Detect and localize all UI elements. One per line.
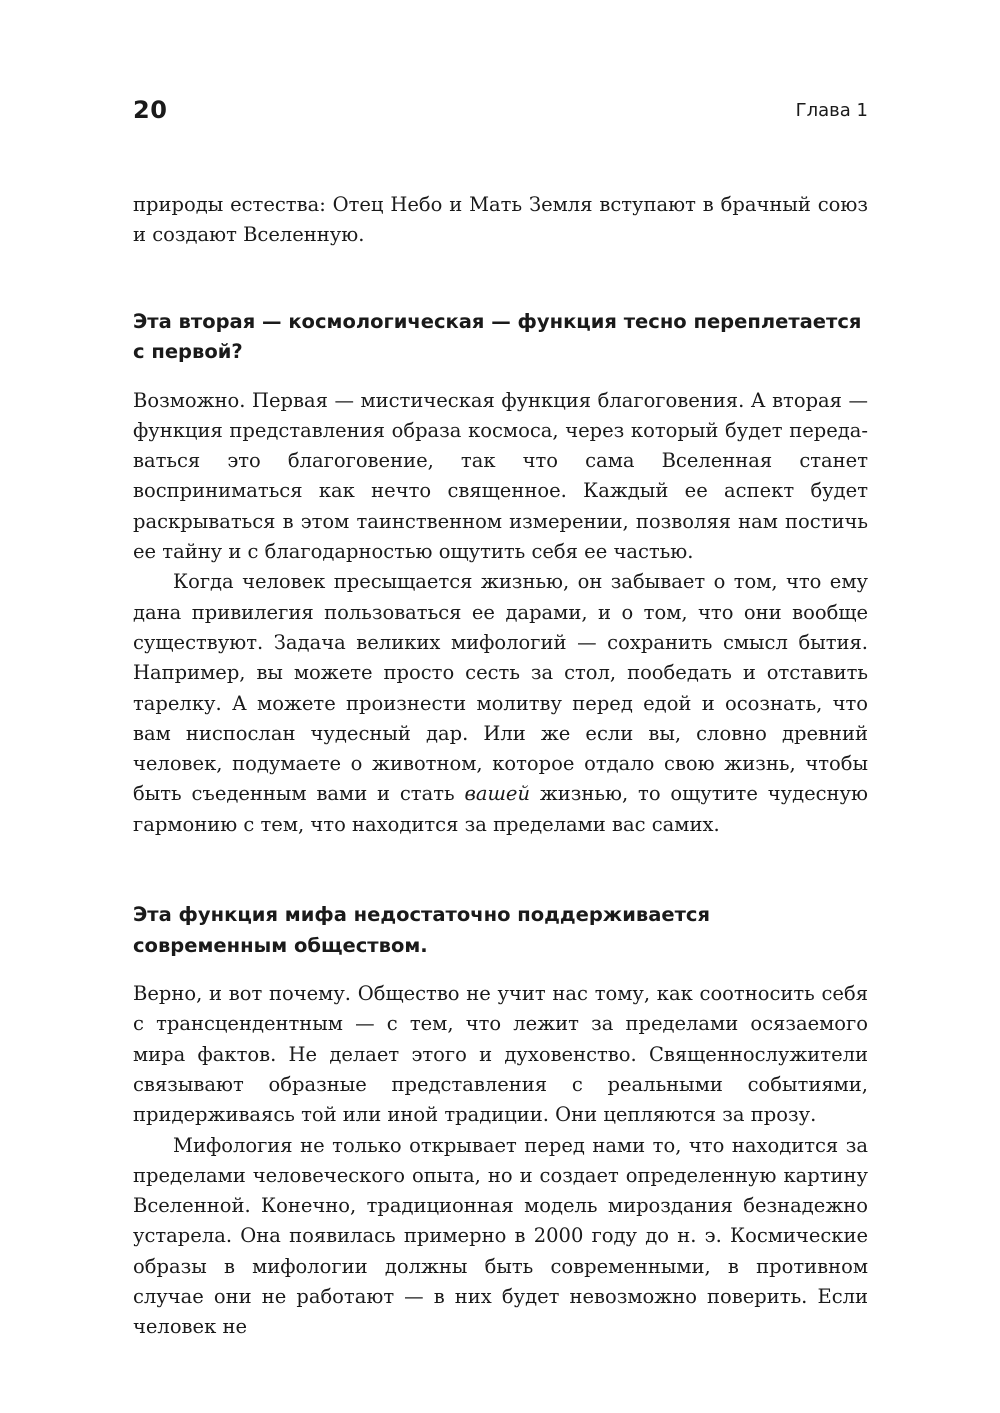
question-heading: Эта функция мифа недостаточно поддерживается современным обществом. [133, 903, 710, 957]
paragraph [133, 567, 868, 840]
paragraph-text: жизнью, то ощутите чудесную гармонию с тем, что находится за пределами вас самих. [133, 782, 868, 836]
answer-paragraph: Возможно. Первая — мистическая функция благоговения. А вторая — функция представления образа космоса, через который будет передаваться это благоговение, так что сама Вселенная станет восприниматься как нечто священное. Каждый ее аспект будет раскрываться в этом таинственном измерении, позволяя нам постичь ее тайну и с благодарностью ощутить себя ее частью. [133, 388, 868, 564]
page-number: 20 [133, 96, 168, 124]
running-head-chapter: Глава 1 [795, 100, 868, 121]
question-heading: Эта вторая — космологическая — функция тесно переплетается с первой? [133, 309, 862, 364]
paragraph-text: Когда человек пресыщается жизнью, он забывает о том, что ему дана привилегия пользоваться ее дарами, и о том, что они вообще существуют. Задача великих мифологий — сохранить смысл бытия. Например, вы можете просто сесть за стол, пообедать и отставить тарелку. А можете произнести молитву перед едой и осознать, что вам ниспослан чудесный дар. Или же если вы, словно древний человек, подумаете о животном, которое отдало свою жизнь, чтобы быть съеденным вами и стать [133, 570, 868, 806]
paragraph: Мифология не только открывает перед нами то, что находится за пределами человеческого опыта, но и создает определенную картину Вселенной. Конечно, традиционная модель мироздания безнадежно устарела. Она появилась примерно в 2000 году до н. э. Космические образы в мифологии должны быть современными, в противном случае они не работают — в них будет невозможно поверить. Если человек не [133, 1133, 868, 1339]
page-body [133, 190, 868, 1343]
answer-paragraph: Верно, и вот почему. Общество не учит нас тому, как соотносить себя с трансцендентным — с тем, что лежит за пределами осязаемого мира фактов. Не делает этого и духовенство. Священнослужители связывают образные представления с реальными событиями, придерживаясь той или иной традиции. Они цепляются за прозу. [133, 982, 868, 1127]
page-header [133, 96, 868, 132]
paragraph-continuation: природы естества: Отец Небо и Мать Земля вступают в брачный союз и создают Вселенную. [133, 193, 868, 247]
emphasis-text: вашей [464, 782, 531, 806]
